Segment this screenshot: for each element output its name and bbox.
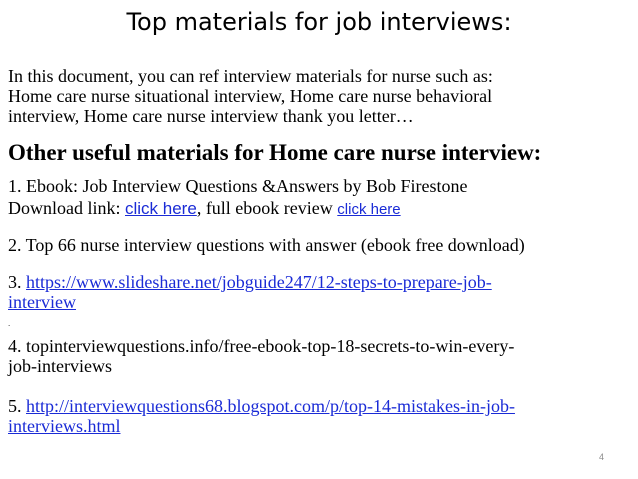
stray-mark: . xyxy=(8,319,11,328)
item-1-download-line xyxy=(8,198,633,220)
item-3-line-2 xyxy=(8,292,633,312)
slideshare-link-continued[interactable]: interview xyxy=(8,292,76,312)
item-3-line-1 xyxy=(8,272,633,292)
item-4-line-2: job-interviews xyxy=(8,356,112,376)
ebook-review-link[interactable]: click here xyxy=(337,201,401,218)
intro-line-2: Home care nurse situational interview, Home care nurse behavioral xyxy=(8,86,493,106)
blogspot-link[interactable]: http://interviewquestions68.blogspot.com/p/top-14-mistakes-in-job- xyxy=(26,396,515,416)
intro-line-1: In this document, you can ref interview materials for nurse such as: xyxy=(8,66,493,86)
ebook-download-link[interactable]: click here xyxy=(125,199,197,218)
item-4-line-1: 4. topinterviewquestions.info/free-ebook-top-18-secrets-to-win-every- xyxy=(8,336,515,356)
item-2: 2. Top 66 nurse interview questions with answer (ebook free download) xyxy=(8,235,525,255)
download-link-prefix: Download link: xyxy=(8,198,125,218)
item-5-number: 5. xyxy=(8,396,26,416)
intro-line-3: interview, Home care nurse interview thank you letter… xyxy=(8,106,414,126)
slide-title: Top materials for job interviews: xyxy=(126,8,512,36)
blogspot-link-continued[interactable]: interviews.html xyxy=(8,416,121,436)
item-3-number: 3. xyxy=(8,272,26,292)
item-5-line-1 xyxy=(8,396,633,416)
slideshare-link[interactable]: https://www.slideshare.net/jobguide247/12-steps-to-prepare-job- xyxy=(26,272,492,292)
item-1-line-1: 1. Ebook: Job Interview Questions &Answers by Bob Firestone xyxy=(8,176,468,196)
download-link-middle: , full ebook review xyxy=(196,198,338,218)
page-number: 4 xyxy=(598,452,604,462)
section-heading: Other useful materials for Home care nurse interview: xyxy=(8,140,542,165)
item-5-line-2 xyxy=(8,416,633,436)
